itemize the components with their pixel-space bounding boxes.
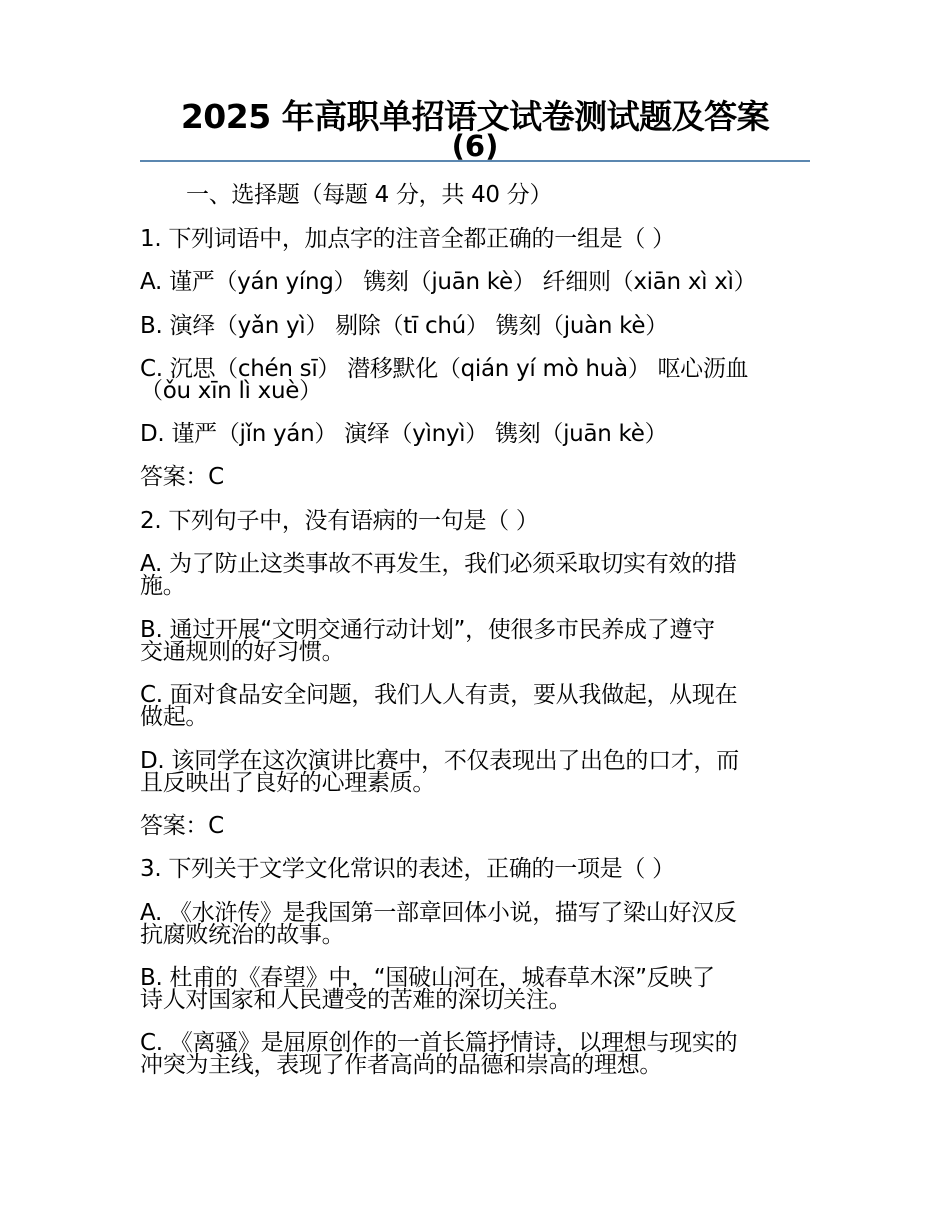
question-3-option-a: A. 《水浒传》是我国第一部章回体小说，描写了梁山好汉反	[140, 900, 737, 926]
question-1-option-c-cont: （ǒu xīn lì xuè）	[140, 378, 322, 404]
question-2-option-c: C. 面对食品安全问题，我们人人有责，要从我做起，从现在	[140, 682, 738, 708]
question-2-option-b: B. 通过开展“文明交通行动计划”，使很多市民养成了遵守	[140, 617, 715, 643]
question-2-option-a: A. 为了防止这类事故不再发生，我们必须采取切实有效的措	[140, 551, 737, 577]
question-3-option-b-cont: 诗人对国家和人民遭受的苦难的深切关注。	[140, 987, 572, 1013]
document-title-continued: (6)	[451, 129, 499, 163]
document-title: 2025 年高职单招语文试卷测试题及答案	[180, 97, 770, 136]
question-2-stem: 2. 下列句子中，没有语病的一句是（ ）	[140, 508, 539, 534]
question-3-option-b: B. 杜甫的《春望》中，“国破山河在，城春草木深”反映了	[140, 965, 715, 991]
question-1-option-b: B. 演绎（yǎn yì） 剔除（tī chú） 镌刻（juàn kè）	[140, 313, 668, 339]
question-1-stem: 1. 下列词语中，加点字的注音全都正确的一组是（ ）	[140, 226, 675, 252]
question-1-answer: 答案：C	[140, 464, 224, 490]
question-1-option-a: A. 谨严（yán yíng） 镌刻（juān kè） 纤细则（xiān xì xì）	[140, 269, 757, 295]
question-2-answer: 答案：C	[140, 813, 224, 839]
section-heading: 一、选择题（每题 4 分，共 40 分）	[186, 182, 553, 208]
question-1-option-c: C. 沉思（chén sī） 潜移默化（qián yí mò huà） 呕心沥血	[140, 356, 749, 382]
title-underline	[140, 160, 810, 162]
question-1-option-d: D. 谨严（jǐn yán） 演绎（yìnyì） 镌刻（juān kè）	[140, 421, 668, 447]
question-3-option-c: C. 《离骚》是屈原创作的一首长篇抒情诗，以理想与现实的	[140, 1030, 738, 1056]
question-2-option-d: D. 该同学在这次演讲比赛中，不仅表现出了出色的口才，而	[140, 748, 739, 774]
question-3-stem: 3. 下列关于文学文化常识的表述，正确的一项是（ ）	[140, 856, 675, 882]
question-2-option-c-cont: 做起。	[140, 704, 209, 730]
question-2-option-d-cont: 且反映出了良好的心理素质。	[140, 770, 436, 796]
question-3-option-a-cont: 抗腐败统治的故事。	[140, 922, 345, 948]
question-3-option-c-cont: 冲突为主线，表现了作者高尚的品德和崇高的理想。	[140, 1052, 663, 1078]
question-2-option-b-cont: 交通规则的好习惯。	[140, 639, 345, 665]
question-2-option-a-cont: 施。	[140, 573, 186, 599]
